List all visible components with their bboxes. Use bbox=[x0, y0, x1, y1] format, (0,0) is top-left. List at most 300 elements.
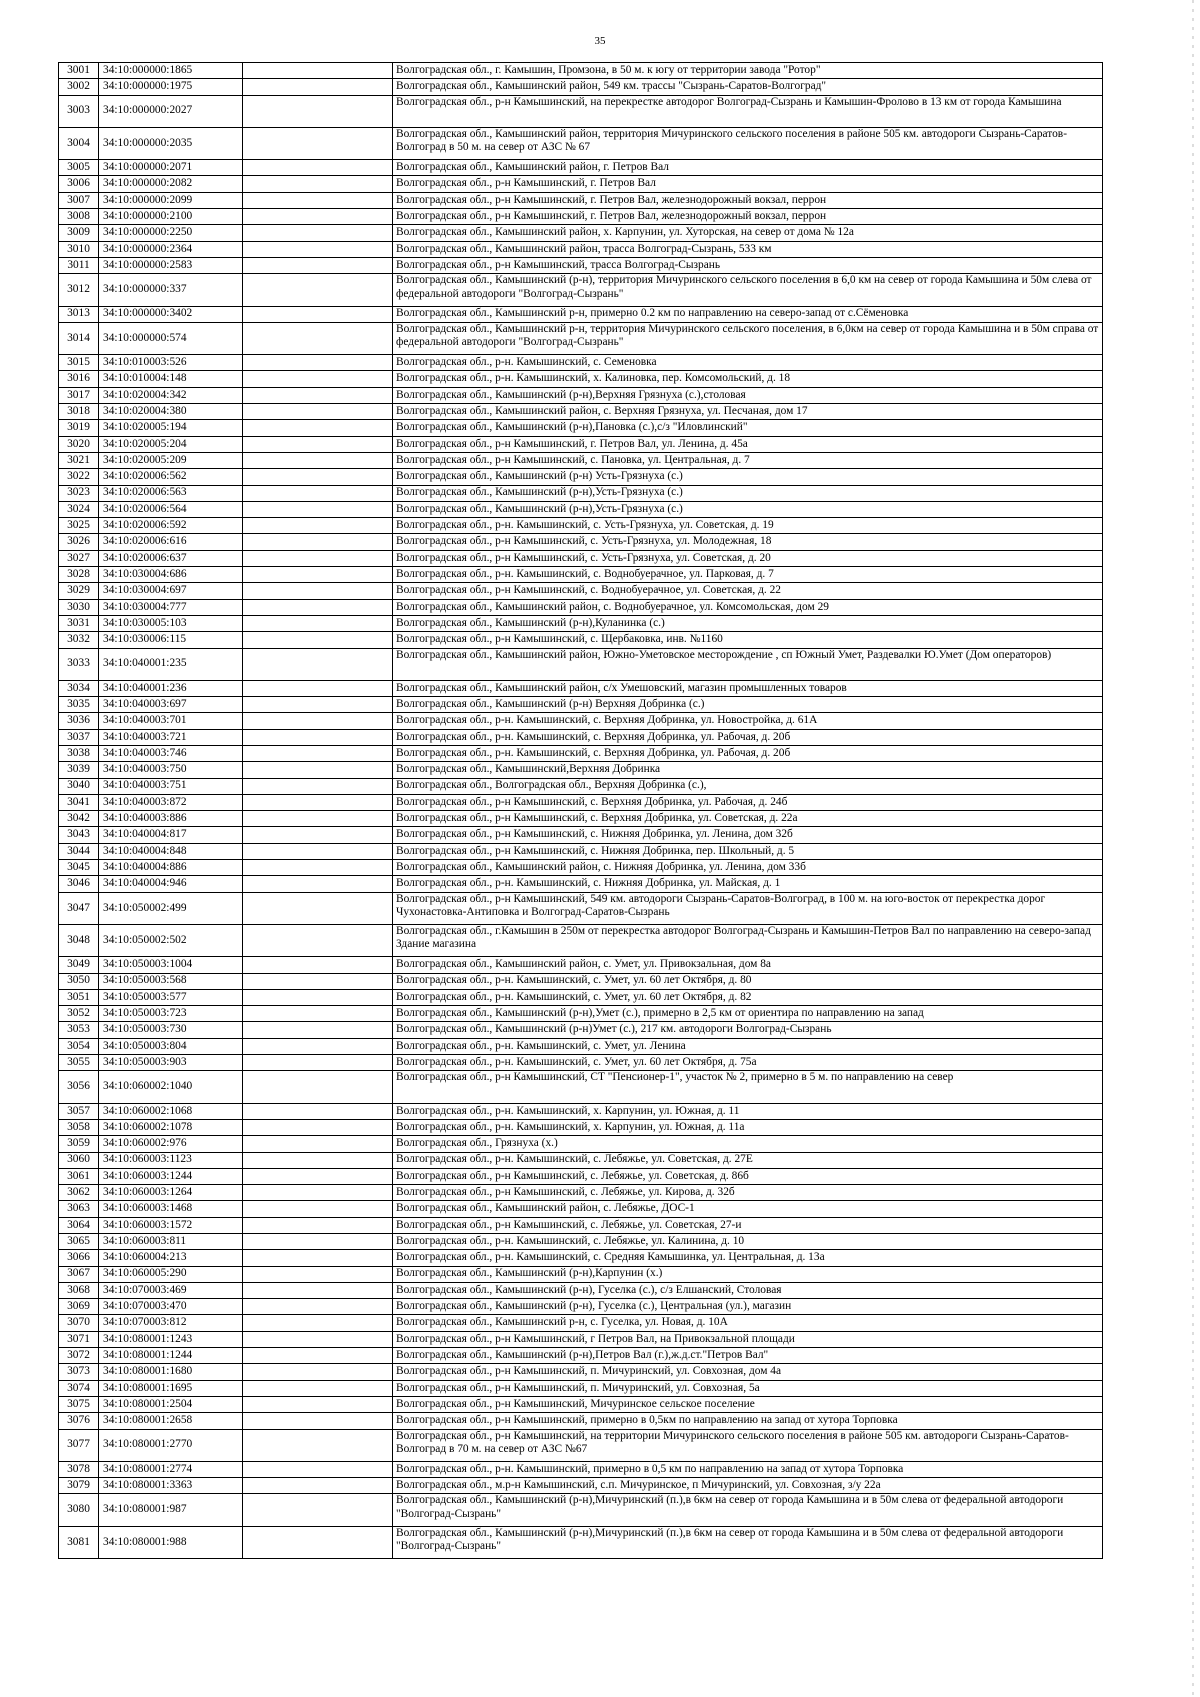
address-cell: Волгоградская обл., р-н Камышинский, п. Мичуринский, ул. Совхозная, дом 4а bbox=[393, 1364, 1103, 1380]
empty-cell bbox=[243, 518, 393, 534]
empty-cell bbox=[243, 778, 393, 794]
cadastral-number-cell: 34:10:040003:751 bbox=[99, 778, 243, 794]
empty-cell bbox=[243, 322, 393, 354]
table-row bbox=[59, 648, 1103, 680]
cadastral-number-cell: 34:10:040003:697 bbox=[99, 697, 243, 713]
empty-cell bbox=[243, 274, 393, 306]
cadastral-number-cell: 34:10:020005:204 bbox=[99, 436, 243, 452]
cadastral-number-cell: 34:10:060002:1078 bbox=[99, 1119, 243, 1135]
empty-cell bbox=[243, 583, 393, 599]
empty-cell bbox=[243, 827, 393, 843]
row-number-cell: 3048 bbox=[59, 924, 99, 956]
table-row bbox=[59, 192, 1103, 208]
cadastral-number-cell: 34:10:060002:976 bbox=[99, 1136, 243, 1152]
row-number-cell: 3010 bbox=[59, 241, 99, 257]
address-cell: Волгоградская обл., Камышинский (р-н),Пановка (с.),с/з "Иловлинский" bbox=[393, 420, 1103, 436]
row-number-cell: 3072 bbox=[59, 1348, 99, 1364]
address-cell: Волгоградская обл., р-н Камышинский, с. Лебяжье, ул. Советская, 27-и bbox=[393, 1217, 1103, 1233]
cadastral-number-cell: 34:10:020005:194 bbox=[99, 420, 243, 436]
table-row bbox=[59, 534, 1103, 550]
table-row bbox=[59, 957, 1103, 973]
row-number-cell: 3039 bbox=[59, 762, 99, 778]
table-row bbox=[59, 518, 1103, 534]
empty-cell bbox=[243, 957, 393, 973]
cadastral-number-cell: 34:10:040004:946 bbox=[99, 876, 243, 892]
row-number-cell: 3021 bbox=[59, 452, 99, 468]
address-cell: Волгоградская обл., р-н Камышинский, г. Петров Вал, ул. Ленина, д. 45а bbox=[393, 436, 1103, 452]
address-cell: Волгоградская обл., Камышинский район, с. Умет, ул. Привокзальная, дом 8а bbox=[393, 957, 1103, 973]
table-row bbox=[59, 485, 1103, 501]
empty-cell bbox=[243, 1413, 393, 1429]
row-number-cell: 3052 bbox=[59, 1006, 99, 1022]
row-number-cell: 3015 bbox=[59, 355, 99, 371]
table-row bbox=[59, 599, 1103, 615]
row-number-cell: 3049 bbox=[59, 957, 99, 973]
row-number-cell: 3026 bbox=[59, 534, 99, 550]
address-cell: Волгоградская обл., р-н Камышинский, г. Петров Вал bbox=[393, 176, 1103, 192]
row-number-cell: 3051 bbox=[59, 989, 99, 1005]
row-number-cell: 3025 bbox=[59, 518, 99, 534]
table-row bbox=[59, 924, 1103, 956]
cadastral-number-cell: 34:10:030004:777 bbox=[99, 599, 243, 615]
cadastral-number-cell: 34:10:080001:1680 bbox=[99, 1364, 243, 1380]
empty-cell bbox=[243, 1478, 393, 1494]
address-cell: Волгоградская обл., р-н Камышинский, с. Усть-Грязнуха, ул. Молодежная, 18 bbox=[393, 534, 1103, 550]
empty-cell bbox=[243, 1201, 393, 1217]
address-cell: Волгоградская обл., г. Камышин, Промзона, в 50 м. к югу от территории завода "Ротор" bbox=[393, 63, 1103, 79]
table-row bbox=[59, 1250, 1103, 1266]
table-row bbox=[59, 550, 1103, 566]
address-cell: Волгоградская обл., р-н Камышинский, с. Усть-Грязнуха, ул. Советская, д. 20 bbox=[393, 550, 1103, 566]
table-row bbox=[59, 697, 1103, 713]
cadastral-number-cell: 34:10:000000:1975 bbox=[99, 79, 243, 95]
address-cell: Волгоградская обл., р-н Камышинский, г. Петров Вал, железнодорожный вокзал, перрон bbox=[393, 209, 1103, 225]
cadastral-number-cell: 34:10:080001:2770 bbox=[99, 1429, 243, 1461]
empty-cell bbox=[243, 469, 393, 485]
empty-cell bbox=[243, 1380, 393, 1396]
table-row bbox=[59, 632, 1103, 648]
empty-cell bbox=[243, 1364, 393, 1380]
row-number-cell: 3020 bbox=[59, 436, 99, 452]
row-number-cell: 3062 bbox=[59, 1185, 99, 1201]
row-number-cell: 3076 bbox=[59, 1413, 99, 1429]
table-row bbox=[59, 1185, 1103, 1201]
empty-cell bbox=[243, 404, 393, 420]
empty-cell bbox=[243, 615, 393, 631]
address-cell: Волгоградская обл., Камышинский р-н, примерно 0.2 км по направлению на северо-запад от с.Сёменовка bbox=[393, 306, 1103, 322]
table-row bbox=[59, 404, 1103, 420]
address-cell: Волгоградская обл., Камышинский район, 549 км. трассы "Сызрань-Саратов-Волгоград" bbox=[393, 79, 1103, 95]
table-row bbox=[59, 876, 1103, 892]
address-cell: Волгоградская обл., р-н Камышинский, Мичуринское сельское поселение bbox=[393, 1396, 1103, 1412]
address-cell: Волгоградская обл., р-н. Камышинский, с. Верхняя Добринка, ул. Рабочая, д. 20б bbox=[393, 729, 1103, 745]
row-number-cell: 3047 bbox=[59, 892, 99, 924]
empty-cell bbox=[243, 209, 393, 225]
address-cell: Волгоградская обл., р-н Камышинский, с. Верхняя Добринка, ул. Рабочая, д. 24б bbox=[393, 794, 1103, 810]
empty-cell bbox=[243, 794, 393, 810]
address-cell: Волгоградская обл., Камышинский район, х. Карпунин, ул. Хуторская, на север от дома № 12а bbox=[393, 225, 1103, 241]
table-row bbox=[59, 1526, 1103, 1558]
empty-cell bbox=[243, 1494, 393, 1526]
cadastral-number-cell: 34:10:060005:290 bbox=[99, 1266, 243, 1282]
empty-cell bbox=[243, 127, 393, 159]
scan-edge-mark bbox=[1192, 0, 1194, 1697]
row-number-cell: 3059 bbox=[59, 1136, 99, 1152]
table-row bbox=[59, 729, 1103, 745]
empty-cell bbox=[243, 989, 393, 1005]
row-number-cell: 3064 bbox=[59, 1217, 99, 1233]
row-number-cell: 3077 bbox=[59, 1429, 99, 1461]
address-cell: Волгоградская обл., р-н Камышинский, с. Нижняя Добринка, пер. Школьный, д. 5 bbox=[393, 843, 1103, 859]
empty-cell bbox=[243, 176, 393, 192]
address-cell: Волгоградская обл., Камышинский (р-н),Усть-Грязнуха (с.) bbox=[393, 485, 1103, 501]
cadastral-number-cell: 34:10:060003:1123 bbox=[99, 1152, 243, 1168]
table-row bbox=[59, 1331, 1103, 1347]
row-number-cell: 3014 bbox=[59, 322, 99, 354]
address-cell: Волгоградская обл., Камышинский (р-н),Усть-Грязнуха (с.) bbox=[393, 501, 1103, 517]
address-cell: Волгоградская обл., Камышинский (р-н),Карпунин (х.) bbox=[393, 1266, 1103, 1282]
address-cell: Волгоградская обл., р-н Камышинский, на перекрестке автодорог Волгоград-Сызрань и Камышин-Фролово в 13 км от города Камышина bbox=[393, 95, 1103, 127]
empty-cell bbox=[243, 599, 393, 615]
cadastral-number-cell: 34:10:020006:637 bbox=[99, 550, 243, 566]
address-cell: Волгоградская обл., р-н Камышинский, г. Петров Вал, железнодорожный вокзал, перрон bbox=[393, 192, 1103, 208]
empty-cell bbox=[243, 1429, 393, 1461]
table-row bbox=[59, 1396, 1103, 1412]
address-cell: Волгоградская обл., р-н. Камышинский, с. Умет, ул. 60 лет Октября, д. 82 bbox=[393, 989, 1103, 1005]
row-number-cell: 3071 bbox=[59, 1331, 99, 1347]
empty-cell bbox=[243, 1168, 393, 1184]
table-row bbox=[59, 1055, 1103, 1071]
table-row bbox=[59, 257, 1103, 273]
table-row bbox=[59, 1038, 1103, 1054]
address-cell: Волгоградская обл., р-н Камышинский, на территории Мичуринского сельского поселения в районе 505 км. автодороги Сызрань-Саратов-Волгоград в 70 м. на север от АЗС №67 bbox=[393, 1429, 1103, 1461]
cadastral-number-cell: 34:10:010003:526 bbox=[99, 355, 243, 371]
row-number-cell: 3028 bbox=[59, 567, 99, 583]
table-row bbox=[59, 860, 1103, 876]
empty-cell bbox=[243, 160, 393, 176]
table-row bbox=[59, 306, 1103, 322]
empty-cell bbox=[243, 420, 393, 436]
address-cell: Волгоградская обл., Камышинский (р-н), территория Мичуринского сельского поселения в 6,0 км на север от города Камышина и 50м слева от федеральной автодороги "Волгоград-Сызрань" bbox=[393, 274, 1103, 306]
empty-cell bbox=[243, 1461, 393, 1477]
row-number-cell: 3074 bbox=[59, 1380, 99, 1396]
table-row bbox=[59, 209, 1103, 225]
table-row bbox=[59, 387, 1103, 403]
address-cell: Волгоградская обл., Камышинский (р-н),Мичуринский (п.),в 6км на север от города Камышина и в 50м слева от федеральной автодороги "Волгоград-Сызрань" bbox=[393, 1526, 1103, 1558]
cadastral-number-cell: 34:10:000000:2100 bbox=[99, 209, 243, 225]
row-number-cell: 3033 bbox=[59, 648, 99, 680]
row-number-cell: 3029 bbox=[59, 583, 99, 599]
page-number: 35 bbox=[594, 35, 606, 47]
table-row bbox=[59, 1266, 1103, 1282]
empty-cell bbox=[243, 1396, 393, 1412]
address-cell: Волгоградская обл., Камышинский район, трасса Волгоград-Сызрань, 533 км bbox=[393, 241, 1103, 257]
empty-cell bbox=[243, 1022, 393, 1038]
cadastral-number-cell: 34:10:050003:723 bbox=[99, 1006, 243, 1022]
address-cell: Волгоградская обл., р-н Камышинский, с. Лебяжье, ул. Советская, д. 86б bbox=[393, 1168, 1103, 1184]
table-row bbox=[59, 778, 1103, 794]
cadastral-number-cell: 34:10:000000:2583 bbox=[99, 257, 243, 273]
row-number-cell: 3079 bbox=[59, 1478, 99, 1494]
empty-cell bbox=[243, 567, 393, 583]
address-cell: Волгоградская обл., Камышинский район, с. Верхняя Грязнуха, ул. Песчаная, дом 17 bbox=[393, 404, 1103, 420]
cadastral-number-cell: 34:10:020004:380 bbox=[99, 404, 243, 420]
cadastral-number-cell: 34:10:020006:563 bbox=[99, 485, 243, 501]
row-number-cell: 3045 bbox=[59, 860, 99, 876]
empty-cell bbox=[243, 811, 393, 827]
empty-cell bbox=[243, 1185, 393, 1201]
address-cell: Волгоградская обл., Камышинский (р-н),Мичуринский (п.),в 6км на север от города Камышина и в 50м слева от федеральной автодороги "Волгоград-Сызрань" bbox=[393, 1494, 1103, 1526]
address-cell: Волгоградская обл., Камышинский (р-н),Умет (с.), примерно в 2,5 км от ориентира по направлению на запад bbox=[393, 1006, 1103, 1022]
empty-cell bbox=[243, 860, 393, 876]
table-row bbox=[59, 1234, 1103, 1250]
row-number-cell: 3012 bbox=[59, 274, 99, 306]
row-number-cell: 3007 bbox=[59, 192, 99, 208]
row-number-cell: 3008 bbox=[59, 209, 99, 225]
row-number-cell: 3057 bbox=[59, 1103, 99, 1119]
table-row bbox=[59, 1429, 1103, 1461]
row-number-cell: 3050 bbox=[59, 973, 99, 989]
address-cell: Волгоградская обл., м.р-н Камышинский, с.п. Мичуринское, п Мичуринский, ул. Совхозная, з/у 22а bbox=[393, 1478, 1103, 1494]
empty-cell bbox=[243, 452, 393, 468]
cadastral-number-cell: 34:10:040003:750 bbox=[99, 762, 243, 778]
row-number-cell: 3040 bbox=[59, 778, 99, 794]
cadastral-number-cell: 34:10:020004:342 bbox=[99, 387, 243, 403]
row-number-cell: 3031 bbox=[59, 615, 99, 631]
empty-cell bbox=[243, 192, 393, 208]
cadastral-number-cell: 34:10:060003:1264 bbox=[99, 1185, 243, 1201]
table-row bbox=[59, 355, 1103, 371]
cadastral-number-cell: 34:10:050003:903 bbox=[99, 1055, 243, 1071]
address-cell: Волгоградская обл., р-н. Камышинский, с. Умет, ул. 60 лет Октября, д. 75а bbox=[393, 1055, 1103, 1071]
empty-cell bbox=[243, 371, 393, 387]
address-cell: Волгоградская обл., Камышинский район, с. Воднобуерачное, ул. Комсомольская, дом 29 bbox=[393, 599, 1103, 615]
table-row bbox=[59, 583, 1103, 599]
table-row bbox=[59, 1380, 1103, 1396]
address-cell: Волгоградская обл., р-н Камышинский, с. Щербаковка, инв. №1160 bbox=[393, 632, 1103, 648]
registry-table bbox=[58, 62, 1103, 1559]
cadastral-number-cell: 34:10:000000:337 bbox=[99, 274, 243, 306]
empty-cell bbox=[243, 1136, 393, 1152]
cadastral-number-cell: 34:10:030006:115 bbox=[99, 632, 243, 648]
row-number-cell: 3061 bbox=[59, 1168, 99, 1184]
empty-cell bbox=[243, 241, 393, 257]
table-row bbox=[59, 680, 1103, 696]
row-number-cell: 3002 bbox=[59, 79, 99, 95]
address-cell: Волгоградская обл., г.Камышин в 250м от перекрестка автодорог Волгоград-Сызрань и Камышин-Петров Вал по направлению на северо-запад Здание магазина bbox=[393, 924, 1103, 956]
empty-cell bbox=[243, 924, 393, 956]
cadastral-number-cell: 34:10:040003:886 bbox=[99, 811, 243, 827]
row-number-cell: 3019 bbox=[59, 420, 99, 436]
table-row bbox=[59, 1071, 1103, 1103]
table-row bbox=[59, 973, 1103, 989]
cadastral-number-cell: 34:10:010004:148 bbox=[99, 371, 243, 387]
address-cell: Волгоградская обл., Волгоградская обл., Верхняя Добринка (с.), bbox=[393, 778, 1103, 794]
address-cell: Волгоградская обл., р-н. Камышинский, с. Умет, ул. Ленина bbox=[393, 1038, 1103, 1054]
empty-cell bbox=[243, 680, 393, 696]
table-row bbox=[59, 713, 1103, 729]
address-cell: Волгоградская обл., Грязнуха (х.) bbox=[393, 1136, 1103, 1152]
cadastral-number-cell: 34:10:080001:3363 bbox=[99, 1478, 243, 1494]
row-number-cell: 3078 bbox=[59, 1461, 99, 1477]
table-row bbox=[59, 1299, 1103, 1315]
cadastral-number-cell: 34:10:000000:2364 bbox=[99, 241, 243, 257]
address-cell: Волгоградская обл., р-н. Камышинский, х. Карпунин, ул. Южная, д. 11а bbox=[393, 1119, 1103, 1135]
address-cell: Волгоградская обл., Камышинский (р-н),Петров Вал (г.),ж.д.ст."Петров Вал" bbox=[393, 1348, 1103, 1364]
row-number-cell: 3003 bbox=[59, 95, 99, 127]
address-cell: Волгоградская обл., р-н Камышинский, 549 км. автодороги Сызрань-Саратов-Волгоград, в 100 м. на юго-восток от перекрестка дорог Чухонастовка-Антиповка и Волгоград-Саратов-Сызрань bbox=[393, 892, 1103, 924]
address-cell: Волгоградская обл., р-н. Камышинский, примерно в 0,5 км по направлению на запад от хутора Торповка bbox=[393, 1461, 1103, 1477]
address-cell: Волгоградская обл., р-н. Камышинский, с. Лебяжье, ул. Советская, д. 27Е bbox=[393, 1152, 1103, 1168]
row-number-cell: 3060 bbox=[59, 1152, 99, 1168]
empty-cell bbox=[243, 63, 393, 79]
cadastral-number-cell: 34:10:040001:236 bbox=[99, 680, 243, 696]
cadastral-number-cell: 34:10:000000:574 bbox=[99, 322, 243, 354]
registry-table-body bbox=[59, 63, 1103, 1559]
row-number-cell: 3016 bbox=[59, 371, 99, 387]
row-number-cell: 3066 bbox=[59, 1250, 99, 1266]
address-cell: Волгоградская обл., Камышинский,Верхняя Добринка bbox=[393, 762, 1103, 778]
table-row bbox=[59, 762, 1103, 778]
cadastral-number-cell: 34:10:060004:213 bbox=[99, 1250, 243, 1266]
empty-cell bbox=[243, 843, 393, 859]
address-cell: Волгоградская обл., Камышинский район, Южно-Уметовское месторождение , сп Южный Умет, Раздевалки Ю.Умет (Дом операторов) bbox=[393, 648, 1103, 680]
table-row bbox=[59, 892, 1103, 924]
table-row bbox=[59, 95, 1103, 127]
address-cell: Волгоградская обл., р-н. Камышинский, х. Карпунин, ул. Южная, д. 11 bbox=[393, 1103, 1103, 1119]
address-cell: Волгоградская обл., Камышинский (р-н), Гуселка (с.), с/з Елшанский, Столовая bbox=[393, 1282, 1103, 1298]
address-cell: Волгоградская обл., р-н. Камышинский, с. Нижняя Добринка, ул. Майская, д. 1 bbox=[393, 876, 1103, 892]
row-number-cell: 3032 bbox=[59, 632, 99, 648]
address-cell: Волгоградская обл., Камышинский (р-н), Гуселка (с.), Центральная (ул.), магазин bbox=[393, 1299, 1103, 1315]
cadastral-number-cell: 34:10:070003:469 bbox=[99, 1282, 243, 1298]
cadastral-number-cell: 34:10:040001:235 bbox=[99, 648, 243, 680]
address-cell: Волгоградская обл., Камышинский район, г. Петров Вал bbox=[393, 160, 1103, 176]
row-number-cell: 3042 bbox=[59, 811, 99, 827]
table-row bbox=[59, 436, 1103, 452]
empty-cell bbox=[243, 1071, 393, 1103]
cadastral-number-cell: 34:10:060003:1572 bbox=[99, 1217, 243, 1233]
table-row bbox=[59, 745, 1103, 761]
empty-cell bbox=[243, 892, 393, 924]
empty-cell bbox=[243, 1331, 393, 1347]
empty-cell bbox=[243, 257, 393, 273]
table-row bbox=[59, 1152, 1103, 1168]
address-cell: Волгоградская обл., р-н. Камышинский, с. Лебяжье, ул. Калинина, д. 10 bbox=[393, 1234, 1103, 1250]
row-number-cell: 3005 bbox=[59, 160, 99, 176]
cadastral-number-cell: 34:10:040003:701 bbox=[99, 713, 243, 729]
row-number-cell: 3013 bbox=[59, 306, 99, 322]
row-number-cell: 3065 bbox=[59, 1234, 99, 1250]
address-cell: Волгоградская обл., Камышинский район, с. Лебяжье, ДОС-1 bbox=[393, 1201, 1103, 1217]
cadastral-number-cell: 34:10:050003:804 bbox=[99, 1038, 243, 1054]
table-row bbox=[59, 827, 1103, 843]
cadastral-number-cell: 34:10:040003:721 bbox=[99, 729, 243, 745]
row-number-cell: 3044 bbox=[59, 843, 99, 859]
cadastral-number-cell: 34:10:000000:1865 bbox=[99, 63, 243, 79]
address-cell: Волгоградская обл., р-н. Камышинский, с. Семеновка bbox=[393, 355, 1103, 371]
table-row bbox=[59, 843, 1103, 859]
row-number-cell: 3070 bbox=[59, 1315, 99, 1331]
cadastral-number-cell: 34:10:000000:2099 bbox=[99, 192, 243, 208]
table-row bbox=[59, 501, 1103, 517]
empty-cell bbox=[243, 876, 393, 892]
cadastral-number-cell: 34:10:020006:562 bbox=[99, 469, 243, 485]
cadastral-number-cell: 34:10:040003:746 bbox=[99, 745, 243, 761]
cadastral-number-cell: 34:10:020005:209 bbox=[99, 452, 243, 468]
cadastral-number-cell: 34:10:050003:577 bbox=[99, 989, 243, 1005]
cadastral-number-cell: 34:10:020006:564 bbox=[99, 501, 243, 517]
row-number-cell: 3034 bbox=[59, 680, 99, 696]
table-row bbox=[59, 225, 1103, 241]
empty-cell bbox=[243, 729, 393, 745]
table-row bbox=[59, 63, 1103, 79]
empty-cell bbox=[243, 1217, 393, 1233]
empty-cell bbox=[243, 355, 393, 371]
empty-cell bbox=[243, 973, 393, 989]
empty-cell bbox=[243, 1006, 393, 1022]
table-row bbox=[59, 1364, 1103, 1380]
cadastral-number-cell: 34:10:030004:686 bbox=[99, 567, 243, 583]
cadastral-number-cell: 34:10:040004:817 bbox=[99, 827, 243, 843]
empty-cell bbox=[243, 95, 393, 127]
row-number-cell: 3063 bbox=[59, 1201, 99, 1217]
cadastral-number-cell: 34:10:050002:499 bbox=[99, 892, 243, 924]
cadastral-number-cell: 34:10:080001:1243 bbox=[99, 1331, 243, 1347]
address-cell: Волгоградская обл., Камышинский (р-н)Умет (с.), 217 км. автодороги Волгоград-Сызрань bbox=[393, 1022, 1103, 1038]
row-number-cell: 3054 bbox=[59, 1038, 99, 1054]
table-row bbox=[59, 794, 1103, 810]
row-number-cell: 3046 bbox=[59, 876, 99, 892]
table-row bbox=[59, 160, 1103, 176]
empty-cell bbox=[243, 1234, 393, 1250]
empty-cell bbox=[243, 697, 393, 713]
row-number-cell: 3030 bbox=[59, 599, 99, 615]
table-row bbox=[59, 452, 1103, 468]
table-row bbox=[59, 241, 1103, 257]
empty-cell bbox=[243, 1152, 393, 1168]
address-cell: Волгоградская обл., р-н Камышинский, п. Мичуринский, ул. Совхозная, 5а bbox=[393, 1380, 1103, 1396]
cadastral-number-cell: 34:10:060003:1244 bbox=[99, 1168, 243, 1184]
address-cell: Волгоградская обл., р-н. Камышинский, с. Воднобуерачное, ул. Парковая, д. 7 bbox=[393, 567, 1103, 583]
row-number-cell: 3036 bbox=[59, 713, 99, 729]
table-row bbox=[59, 322, 1103, 354]
table-row bbox=[59, 811, 1103, 827]
row-number-cell: 3027 bbox=[59, 550, 99, 566]
empty-cell bbox=[243, 1315, 393, 1331]
row-number-cell: 3037 bbox=[59, 729, 99, 745]
cadastral-number-cell: 34:10:080001:988 bbox=[99, 1526, 243, 1558]
row-number-cell: 3006 bbox=[59, 176, 99, 192]
cadastral-number-cell: 34:10:060002:1040 bbox=[99, 1071, 243, 1103]
address-cell: Волгоградская обл., р-н. Камышинский, с. Верхняя Добринка, ул. Рабочая, д. 20б bbox=[393, 745, 1103, 761]
cadastral-number-cell: 34:10:000000:2035 bbox=[99, 127, 243, 159]
table-row bbox=[59, 989, 1103, 1005]
address-cell: Волгоградская обл., Камышинский (р-н) Усть-Грязнуха (с.) bbox=[393, 469, 1103, 485]
row-number-cell: 3056 bbox=[59, 1071, 99, 1103]
cadastral-number-cell: 34:10:080001:1695 bbox=[99, 1380, 243, 1396]
row-number-cell: 3038 bbox=[59, 745, 99, 761]
empty-cell bbox=[243, 745, 393, 761]
table-row bbox=[59, 469, 1103, 485]
cadastral-number-cell: 34:10:000000:2071 bbox=[99, 160, 243, 176]
cadastral-number-cell: 34:10:060003:1468 bbox=[99, 1201, 243, 1217]
row-number-cell: 3035 bbox=[59, 697, 99, 713]
cadastral-number-cell: 34:10:020006:592 bbox=[99, 518, 243, 534]
table-row bbox=[59, 127, 1103, 159]
row-number-cell: 3073 bbox=[59, 1364, 99, 1380]
row-number-cell: 3017 bbox=[59, 387, 99, 403]
